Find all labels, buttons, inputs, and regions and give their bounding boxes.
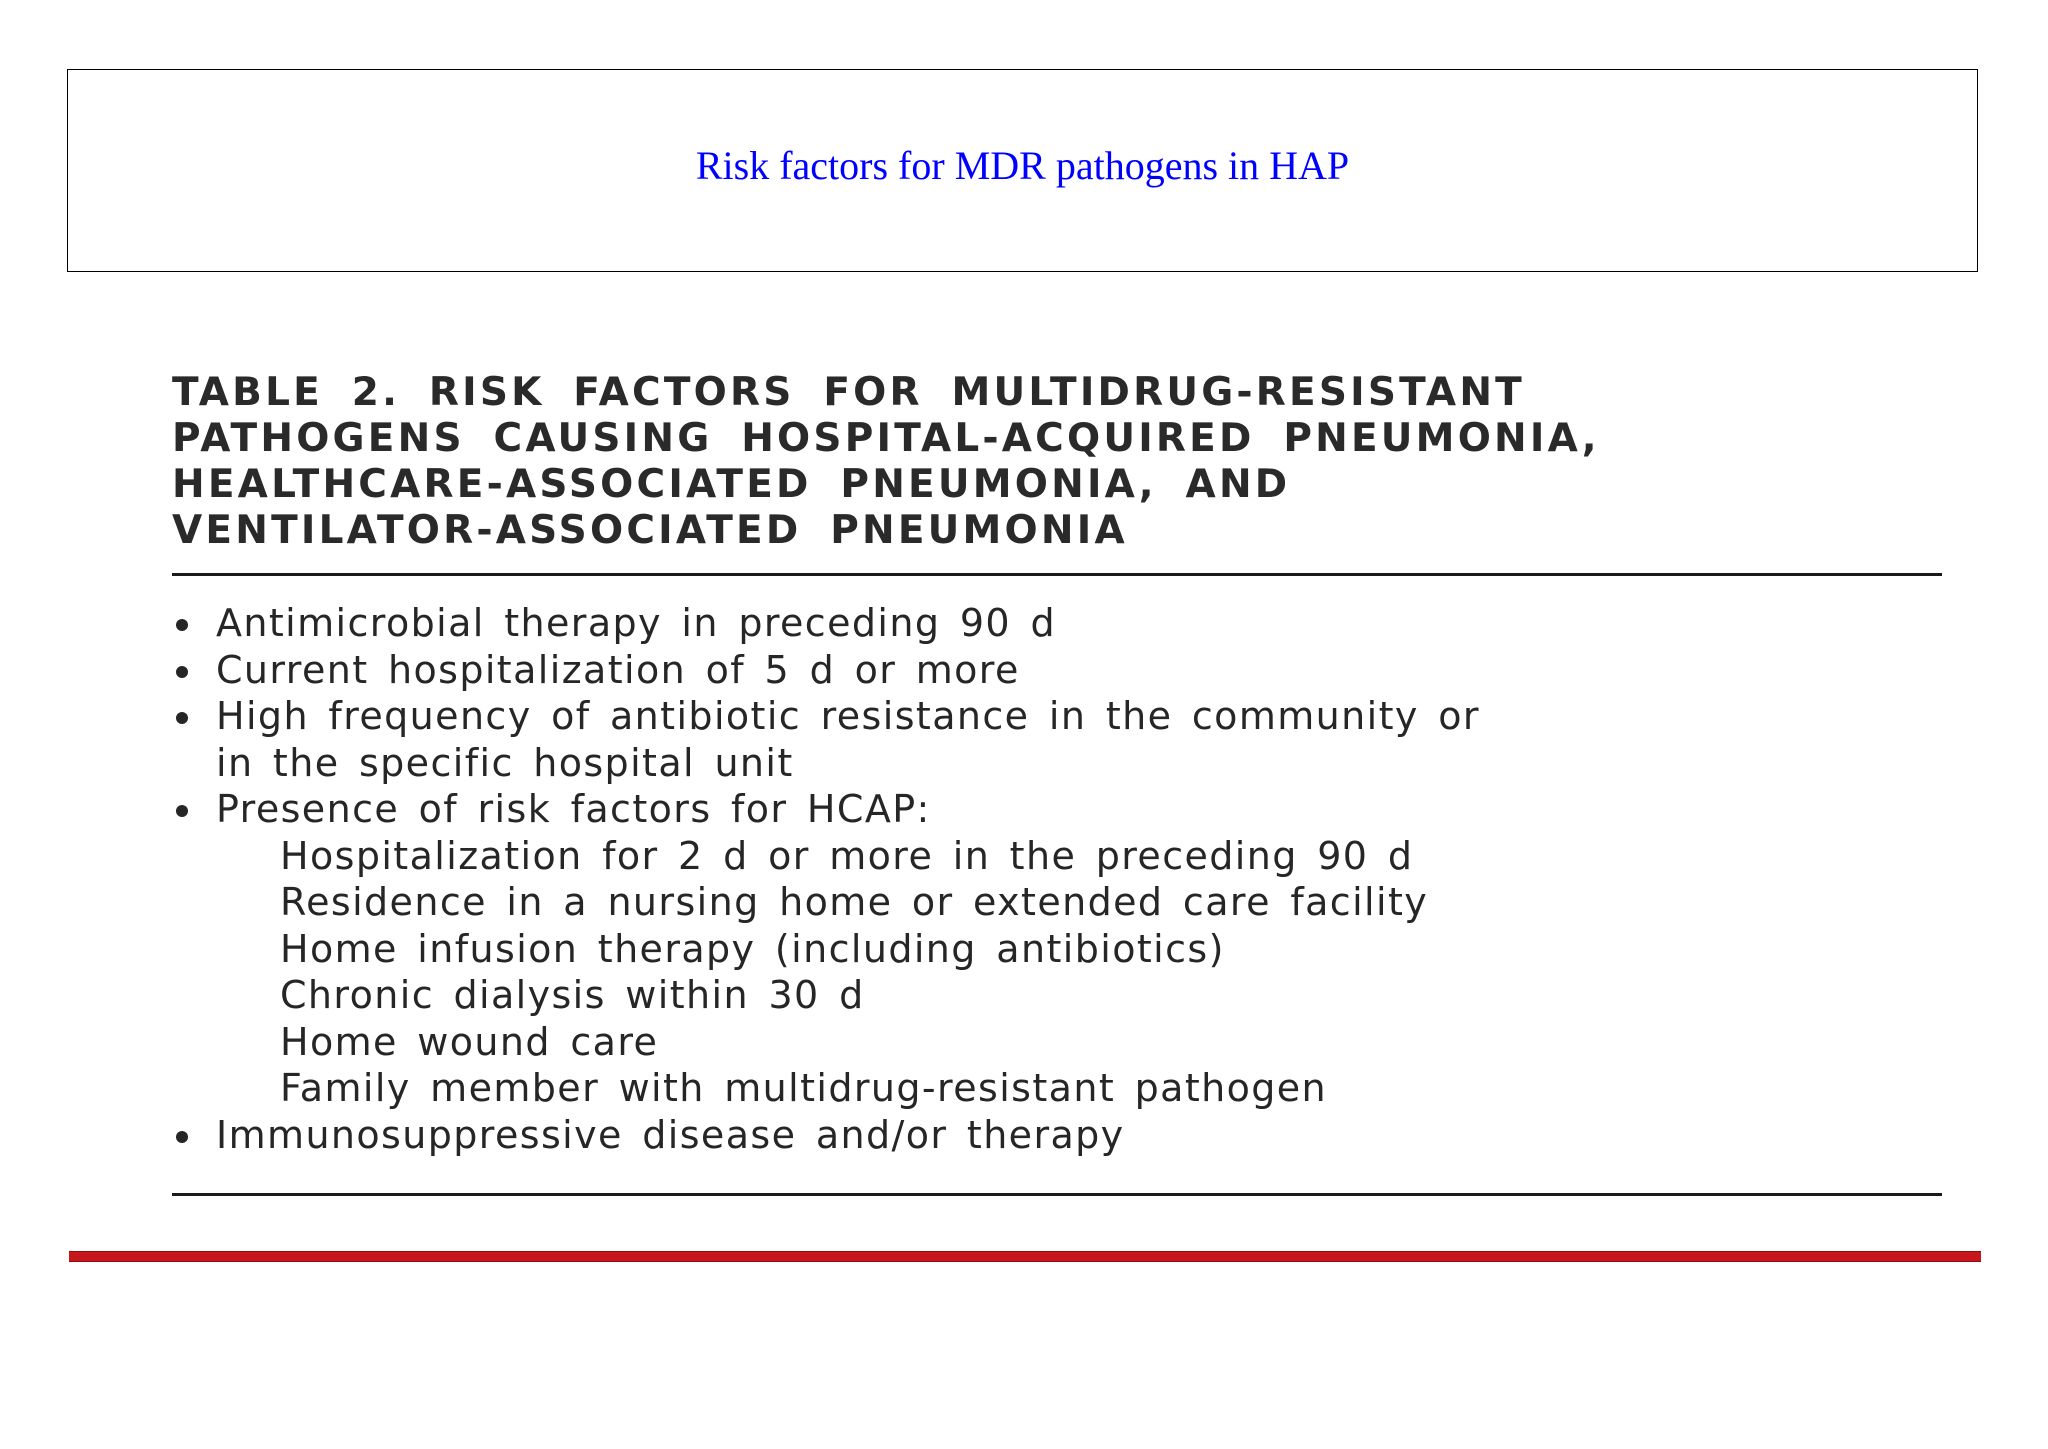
risk-factors-table — [160, 355, 1960, 1220]
table-caption-line: TABLE 2. RISK FACTORS FOR MULTIDRUG-RESISTANT — [172, 370, 1525, 415]
list-item — [172, 647, 1942, 694]
footer-divider — [69, 1251, 1981, 1262]
list-item-continuation: in the specific hospital unit — [216, 740, 794, 785]
list-item — [172, 693, 1942, 786]
sub-list-item: Family member with multidrug-resistant pathogen — [280, 1066, 1328, 1110]
list-item-text: Presence of risk factors for HCAP: — [216, 787, 931, 831]
list-item — [172, 786, 1942, 833]
sub-list-item: Home wound care — [280, 1019, 659, 1064]
list-item-text: High frequency of antibiotic resistance in the community or — [216, 694, 1480, 738]
slide-title-box — [67, 69, 1978, 272]
list-item-text: Immunosuppressive disease and/or therapy — [216, 1112, 1125, 1157]
bullet-icon — [176, 1131, 188, 1143]
sub-list-item: Home infusion therapy (including antibiotics) — [280, 926, 1225, 971]
sub-list-item: Hospitalization for 2 d or more in the preceding 90 d — [280, 833, 1414, 878]
table-bottom-rule — [172, 1193, 1942, 1196]
table-caption — [172, 370, 1952, 554]
list-item-text: Current hospitalization of 5 d or more — [216, 647, 1020, 692]
bullet-icon — [176, 805, 188, 817]
table-top-rule — [172, 573, 1942, 576]
slide-title: Risk factors for MDR pathogens in HAP — [695, 143, 1350, 188]
bullet-icon — [176, 619, 188, 631]
list-item — [172, 1112, 1942, 1159]
bullet-icon — [176, 712, 188, 724]
table-caption-line: PATHOGENS CAUSING HOSPITAL-ACQUIRED PNEUMONIA, — [172, 416, 1600, 461]
sub-list-item: Residence in a nursing home or extended care facility — [280, 880, 1429, 924]
risk-factor-list — [172, 600, 1942, 1158]
sub-list-item: Chronic dialysis within 30 d — [280, 973, 865, 1017]
bullet-icon — [176, 666, 188, 678]
table-caption-line: VENTILATOR-ASSOCIATED PNEUMONIA — [172, 508, 1128, 553]
list-item — [172, 600, 1942, 647]
table-caption-line: HEALTHCARE-ASSOCIATED PNEUMONIA, AND — [172, 462, 1291, 507]
list-item-text: Antimicrobial therapy in preceding 90 d — [216, 601, 1056, 645]
